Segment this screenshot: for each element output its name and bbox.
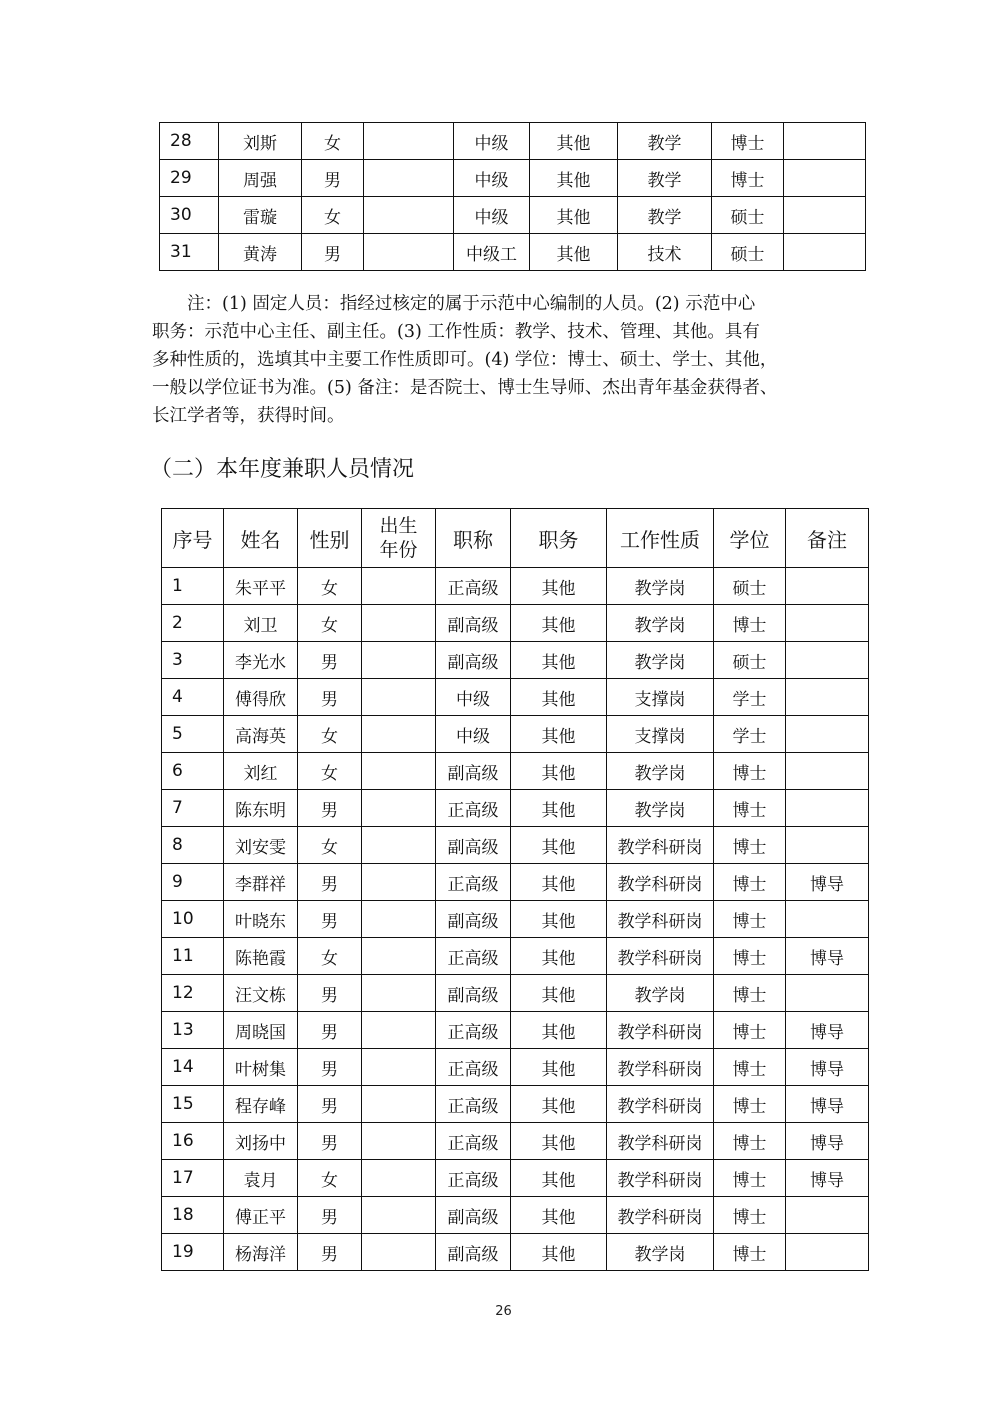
header-position: 职务 [511, 509, 607, 568]
cell-birth-year [364, 160, 454, 197]
cell-job-type: 技术 [618, 234, 712, 271]
cell-job-type: 教学岗 [607, 1234, 714, 1271]
cell-position: 其他 [511, 827, 607, 864]
cell-gender: 女 [298, 827, 362, 864]
cell-gender: 男 [298, 679, 362, 716]
cell-degree: 博士 [714, 938, 786, 975]
cell-job-type: 教学科研岗 [607, 864, 714, 901]
cell-birth-year [362, 938, 436, 975]
cell-remark [786, 790, 869, 827]
cell-index: 14 [162, 1049, 224, 1086]
cell-degree: 博士 [714, 1049, 786, 1086]
cell-position: 其他 [511, 1123, 607, 1160]
cell-position: 其他 [511, 1012, 607, 1049]
table-row [160, 234, 866, 271]
cell-remark [786, 568, 869, 605]
cell-remark [786, 975, 869, 1012]
cell-job-type: 教学岗 [607, 568, 714, 605]
table-row [160, 123, 866, 160]
table-row [160, 160, 866, 197]
cell-position: 其他 [530, 123, 618, 160]
cell-degree: 博士 [714, 827, 786, 864]
cell-degree: 博士 [714, 901, 786, 938]
cell-remark [786, 605, 869, 642]
cell-birth-year [362, 679, 436, 716]
page-number: 26 [495, 1304, 512, 1319]
cell-title: 正高级 [436, 864, 511, 901]
cell-name: 高海英 [224, 716, 298, 753]
cell-index: 3 [162, 642, 224, 679]
cell-gender: 男 [298, 864, 362, 901]
cell-title: 正高级 [436, 938, 511, 975]
cell-title: 正高级 [436, 1160, 511, 1197]
cell-gender: 女 [298, 568, 362, 605]
header-birth-year: 出生 年份 [362, 509, 436, 568]
table-row [162, 1234, 869, 1271]
cell-degree: 博士 [714, 1012, 786, 1049]
cell-birth-year [362, 1086, 436, 1123]
cell-name: 黄涛 [219, 234, 302, 271]
cell-position: 其他 [511, 975, 607, 1012]
cell-birth-year [362, 1123, 436, 1160]
cell-remark [784, 123, 866, 160]
table-row [162, 642, 869, 679]
cell-birth-year [362, 1197, 436, 1234]
cell-remark [786, 753, 869, 790]
cell-remark [786, 679, 869, 716]
table-row [162, 716, 869, 753]
cell-degree: 博士 [714, 864, 786, 901]
cell-index: 6 [162, 753, 224, 790]
cell-birth-year [362, 864, 436, 901]
cell-index: 17 [162, 1160, 224, 1197]
cell-title: 正高级 [436, 1086, 511, 1123]
cell-position: 其他 [511, 864, 607, 901]
header-row [162, 509, 869, 568]
cell-gender: 男 [298, 1086, 362, 1123]
header-gender: 性别 [298, 509, 362, 568]
cell-birth-year [364, 197, 454, 234]
cell-title: 副高级 [436, 1197, 511, 1234]
cell-job-type: 教学科研岗 [607, 938, 714, 975]
cell-title: 正高级 [436, 1049, 511, 1086]
cell-job-type: 教学科研岗 [607, 1012, 714, 1049]
table-row [162, 679, 869, 716]
cell-title: 正高级 [436, 790, 511, 827]
cell-remark [784, 197, 866, 234]
cell-position: 其他 [511, 753, 607, 790]
cell-degree: 博士 [714, 753, 786, 790]
table-row [162, 1012, 869, 1049]
cell-index: 31 [160, 234, 219, 271]
cell-name: 傅正平 [224, 1197, 298, 1234]
cell-gender: 女 [302, 123, 364, 160]
cell-job-type: 教学科研岗 [607, 827, 714, 864]
cell-job-type: 教学科研岗 [607, 1123, 714, 1160]
cell-name: 刘红 [224, 753, 298, 790]
cell-index: 19 [162, 1234, 224, 1271]
cell-remark [786, 827, 869, 864]
cell-remark: 博导 [786, 1012, 869, 1049]
cell-gender: 女 [298, 753, 362, 790]
cell-title: 正高级 [436, 1012, 511, 1049]
cell-birth-year [364, 123, 454, 160]
cell-birth-year [362, 1049, 436, 1086]
cell-degree: 博士 [714, 790, 786, 827]
part-time-staff-table [161, 508, 869, 1271]
cell-name: 程存峰 [224, 1086, 298, 1123]
cell-position: 其他 [511, 679, 607, 716]
cell-job-type: 教学岗 [607, 642, 714, 679]
cell-index: 9 [162, 864, 224, 901]
cell-remark [786, 1197, 869, 1234]
cell-birth-year [362, 1160, 436, 1197]
table-row [162, 1049, 869, 1086]
table-row [162, 864, 869, 901]
cell-position: 其他 [511, 716, 607, 753]
cell-title: 副高级 [436, 827, 511, 864]
cell-title: 副高级 [436, 901, 511, 938]
cell-title: 副高级 [436, 1234, 511, 1271]
cell-index: 30 [160, 197, 219, 234]
header-job-type: 工作性质 [607, 509, 714, 568]
cell-gender: 男 [298, 1197, 362, 1234]
cell-index: 5 [162, 716, 224, 753]
cell-job-type: 教学科研岗 [607, 1160, 714, 1197]
cell-index: 13 [162, 1012, 224, 1049]
cell-job-type: 教学岗 [607, 975, 714, 1012]
cell-degree: 博士 [714, 605, 786, 642]
note-line: 长江学者等，获得时间。 [152, 406, 345, 426]
cell-birth-year [362, 753, 436, 790]
cell-gender: 男 [302, 160, 364, 197]
cell-gender: 女 [302, 197, 364, 234]
cell-position: 其他 [511, 1234, 607, 1271]
cell-gender: 男 [298, 975, 362, 1012]
cell-position: 其他 [511, 1086, 607, 1123]
cell-remark: 博导 [786, 1086, 869, 1123]
table-row [162, 1086, 869, 1123]
cell-degree: 学士 [714, 716, 786, 753]
cell-gender: 女 [298, 716, 362, 753]
cell-position: 其他 [511, 642, 607, 679]
cell-name: 刘斯 [219, 123, 302, 160]
cell-degree: 博士 [714, 1123, 786, 1160]
cell-position: 其他 [530, 234, 618, 271]
cell-remark [784, 234, 866, 271]
cell-job-type: 教学 [618, 197, 712, 234]
cell-job-type: 教学岗 [607, 790, 714, 827]
cell-index: 10 [162, 901, 224, 938]
cell-remark [786, 642, 869, 679]
cell-birth-year [362, 642, 436, 679]
cell-remark: 博导 [786, 1123, 869, 1160]
cell-remark [786, 716, 869, 753]
note-line: 职务：示范中心主任、副主任。(3) 工作性质：教学、技术、管理、其他。具有 [152, 322, 760, 342]
cell-gender: 男 [298, 901, 362, 938]
cell-birth-year [364, 234, 454, 271]
table-row [162, 753, 869, 790]
cell-degree: 博士 [712, 160, 784, 197]
cell-index: 28 [160, 123, 219, 160]
cell-remark: 博导 [786, 1160, 869, 1197]
cell-title: 中级 [436, 716, 511, 753]
cell-name: 李群祥 [224, 864, 298, 901]
cell-index: 16 [162, 1123, 224, 1160]
cell-degree: 博士 [712, 123, 784, 160]
cell-name: 周晓国 [224, 1012, 298, 1049]
cell-index: 15 [162, 1086, 224, 1123]
table-row [162, 938, 869, 975]
table-row [162, 1160, 869, 1197]
cell-degree: 博士 [714, 1234, 786, 1271]
cell-birth-year [362, 1012, 436, 1049]
cell-job-type: 教学 [618, 123, 712, 160]
cell-job-type: 教学岗 [607, 753, 714, 790]
cell-gender: 男 [302, 234, 364, 271]
cell-name: 陈艳霞 [224, 938, 298, 975]
cell-birth-year [362, 1234, 436, 1271]
cell-name: 汪文栋 [224, 975, 298, 1012]
table-row [162, 901, 869, 938]
cell-title: 副高级 [436, 753, 511, 790]
cell-remark: 博导 [786, 864, 869, 901]
cell-title: 中级 [454, 160, 530, 197]
cell-name: 叶树集 [224, 1049, 298, 1086]
cell-position: 其他 [530, 160, 618, 197]
cell-birth-year [362, 605, 436, 642]
cell-gender: 女 [298, 605, 362, 642]
cell-gender: 男 [298, 1234, 362, 1271]
cell-name: 李光水 [224, 642, 298, 679]
table-row [162, 568, 869, 605]
cell-position: 其他 [511, 568, 607, 605]
cell-name: 刘扬中 [224, 1123, 298, 1160]
cell-job-type: 支撑岗 [607, 716, 714, 753]
cell-title: 中级 [454, 197, 530, 234]
cell-title: 中级 [436, 679, 511, 716]
cell-birth-year [362, 790, 436, 827]
cell-degree: 博士 [714, 1086, 786, 1123]
cell-remark: 博导 [786, 938, 869, 975]
table-row [162, 975, 869, 1012]
cell-index: 11 [162, 938, 224, 975]
cell-job-type: 教学科研岗 [607, 1197, 714, 1234]
table-row [162, 605, 869, 642]
cell-job-type: 支撑岗 [607, 679, 714, 716]
cell-degree: 博士 [714, 975, 786, 1012]
cell-position: 其他 [511, 790, 607, 827]
cell-name: 刘安雯 [224, 827, 298, 864]
cell-title: 副高级 [436, 642, 511, 679]
cell-position: 其他 [511, 938, 607, 975]
cell-title: 正高级 [436, 1123, 511, 1160]
cell-remark [786, 1234, 869, 1271]
cell-index: 8 [162, 827, 224, 864]
cell-index: 18 [162, 1197, 224, 1234]
cell-gender: 男 [298, 1012, 362, 1049]
cell-gender: 男 [298, 790, 362, 827]
cell-degree: 博士 [714, 1160, 786, 1197]
cell-job-type: 教学科研岗 [607, 1086, 714, 1123]
cell-birth-year [362, 716, 436, 753]
header-degree: 学位 [714, 509, 786, 568]
cell-index: 29 [160, 160, 219, 197]
cell-title: 中级工 [454, 234, 530, 271]
cell-name: 傅得欣 [224, 679, 298, 716]
note-line: 多种性质的，选填其中主要工作性质即可。(4) 学位：博士、硕士、学士、其他， [152, 350, 778, 370]
cell-title: 副高级 [436, 605, 511, 642]
cell-gender: 男 [298, 1123, 362, 1160]
cell-remark [784, 160, 866, 197]
staff-table-continued [159, 122, 866, 271]
cell-job-type: 教学科研岗 [607, 1049, 714, 1086]
table-row [162, 1123, 869, 1160]
note-line: 注：(1) 固定人员：指经过核定的属于示范中心编制的人员。(2) 示范中心 [187, 294, 756, 314]
cell-degree: 硕士 [712, 197, 784, 234]
cell-name: 朱平平 [224, 568, 298, 605]
cell-degree: 博士 [714, 1197, 786, 1234]
cell-name: 袁月 [224, 1160, 298, 1197]
cell-position: 其他 [511, 1049, 607, 1086]
table-row [162, 790, 869, 827]
cell-position: 其他 [511, 1160, 607, 1197]
cell-birth-year [362, 568, 436, 605]
header-name: 姓名 [224, 509, 298, 568]
cell-gender: 男 [298, 1049, 362, 1086]
table-row [162, 827, 869, 864]
cell-title: 中级 [454, 123, 530, 160]
section-heading: （二）本年度兼职人员情况 [150, 457, 415, 482]
cell-position: 其他 [511, 605, 607, 642]
cell-name: 叶晓东 [224, 901, 298, 938]
cell-gender: 男 [298, 642, 362, 679]
cell-job-type: 教学科研岗 [607, 901, 714, 938]
cell-index: 7 [162, 790, 224, 827]
header-title: 职称 [436, 509, 511, 568]
cell-degree: 硕士 [714, 642, 786, 679]
cell-birth-year [362, 975, 436, 1012]
cell-name: 杨海洋 [224, 1234, 298, 1271]
cell-job-type: 教学岗 [607, 605, 714, 642]
cell-index: 12 [162, 975, 224, 1012]
cell-index: 1 [162, 568, 224, 605]
cell-degree: 硕士 [714, 568, 786, 605]
table-row [160, 197, 866, 234]
cell-gender: 女 [298, 1160, 362, 1197]
header-index: 序号 [162, 509, 224, 568]
cell-index: 4 [162, 679, 224, 716]
cell-title: 副高级 [436, 975, 511, 1012]
cell-name: 周强 [219, 160, 302, 197]
cell-remark: 博导 [786, 1049, 869, 1086]
cell-degree: 学士 [714, 679, 786, 716]
cell-remark [786, 901, 869, 938]
cell-index: 2 [162, 605, 224, 642]
cell-title: 正高级 [436, 568, 511, 605]
table-row [162, 1197, 869, 1234]
note-line: 一般以学位证书为准。(5) 备注：是否院士、博士生导师、杰出青年基金获得者、 [152, 378, 778, 398]
cell-job-type: 教学 [618, 160, 712, 197]
cell-position: 其他 [511, 901, 607, 938]
cell-name: 陈东明 [224, 790, 298, 827]
cell-name: 刘卫 [224, 605, 298, 642]
cell-degree: 硕士 [712, 234, 784, 271]
header-remark: 备注 [786, 509, 869, 568]
cell-position: 其他 [511, 1197, 607, 1234]
cell-gender: 女 [298, 938, 362, 975]
cell-name: 雷璇 [219, 197, 302, 234]
cell-birth-year [362, 827, 436, 864]
cell-position: 其他 [530, 197, 618, 234]
cell-birth-year [362, 901, 436, 938]
table-note [152, 290, 864, 430]
